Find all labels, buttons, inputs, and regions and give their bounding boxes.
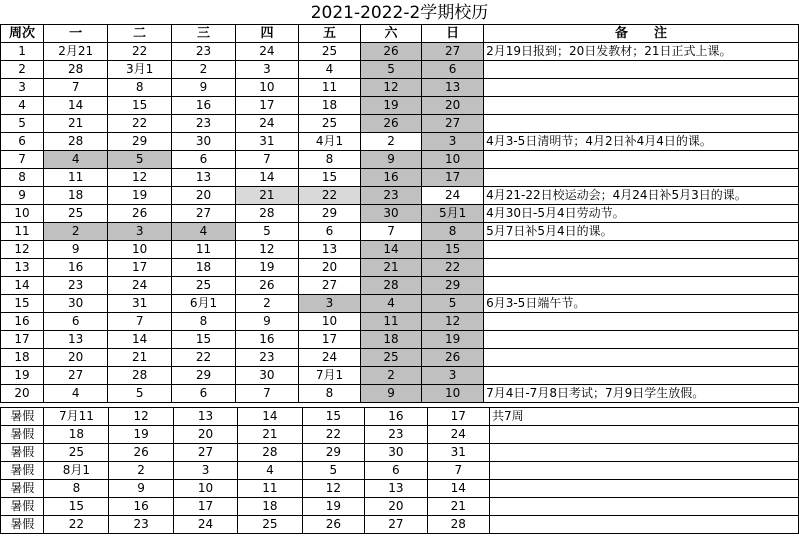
day-cell: 27 (44, 367, 108, 385)
day-cell: 14 (235, 169, 298, 187)
day-cell: 20 (299, 259, 361, 277)
day-cell: 8 (172, 313, 236, 331)
day-cell: 16 (172, 97, 236, 115)
summer-row (1, 498, 799, 516)
header-day: 一 (44, 25, 108, 43)
day-cell: 30 (360, 205, 421, 223)
day-cell: 28 (360, 277, 421, 295)
day-cell: 19 (360, 97, 421, 115)
day-cell: 29 (172, 367, 236, 385)
day-cell: 28 (235, 205, 298, 223)
day-cell: 17 (235, 97, 298, 115)
week-note (484, 151, 799, 169)
day-cell: 27 (172, 205, 236, 223)
week-number: 9 (1, 187, 44, 205)
day-cell: 4 (44, 385, 108, 403)
summer-label: 暑假 (1, 498, 44, 516)
day-cell: 2 (235, 295, 298, 313)
day-cell: 3 (422, 133, 484, 151)
week-note (484, 367, 799, 385)
day-cell: 18 (44, 187, 108, 205)
day-cell: 25 (44, 205, 108, 223)
day-cell: 11 (172, 241, 236, 259)
spacer-row (0, 393, 799, 407)
week-row (1, 349, 799, 367)
day-cell: 11 (360, 313, 421, 331)
summer-label: 暑假 (1, 444, 44, 462)
week-row (1, 205, 799, 223)
day-cell: 18 (172, 259, 236, 277)
day-cell: 8 (422, 223, 484, 241)
day-cell: 8 (108, 79, 172, 97)
week-number: 2 (1, 61, 44, 79)
day-cell: 24 (427, 426, 489, 444)
day-cell: 13 (172, 169, 236, 187)
day-cell: 3 (422, 367, 484, 385)
day-cell: 12 (360, 79, 421, 97)
day-cell: 17 (299, 331, 361, 349)
week-note (484, 277, 799, 295)
day-cell: 11 (299, 79, 361, 97)
day-cell: 28 (44, 61, 108, 79)
week-row (1, 115, 799, 133)
day-cell: 22 (108, 43, 172, 61)
day-cell: 28 (108, 367, 172, 385)
day-cell: 21 (360, 259, 421, 277)
day-cell: 29 (108, 133, 172, 151)
day-cell: 22 (172, 349, 236, 367)
day-cell: 24 (422, 187, 484, 205)
day-cell: 23 (365, 426, 427, 444)
day-cell: 31 (427, 444, 489, 462)
week-row (1, 61, 799, 79)
week-note (484, 169, 799, 187)
day-cell: 9 (109, 480, 173, 498)
header-day: 二 (108, 25, 172, 43)
day-cell: 14 (360, 241, 421, 259)
day-cell: 21 (238, 426, 302, 444)
header-day: 三 (172, 25, 236, 43)
day-cell: 29 (299, 205, 361, 223)
day-cell: 29 (422, 277, 484, 295)
summer-note (490, 516, 799, 534)
day-cell: 20 (365, 498, 427, 516)
day-cell: 20 (422, 97, 484, 115)
week-number: 6 (1, 133, 44, 151)
day-cell: 3 (299, 295, 361, 313)
week-number: 15 (1, 295, 44, 313)
day-cell: 10 (422, 385, 484, 403)
day-cell: 25 (172, 277, 236, 295)
day-cell: 17 (427, 408, 489, 426)
day-cell: 7月11 (44, 408, 109, 426)
day-cell: 26 (422, 349, 484, 367)
day-cell: 18 (44, 426, 109, 444)
week-row (1, 97, 799, 115)
day-cell: 3月1 (108, 61, 172, 79)
day-cell: 23 (235, 349, 298, 367)
week-number: 7 (1, 151, 44, 169)
day-cell: 27 (173, 444, 237, 462)
day-cell: 24 (108, 277, 172, 295)
summer-note (490, 462, 799, 480)
day-cell: 9 (360, 151, 421, 169)
week-row (1, 169, 799, 187)
day-cell: 30 (365, 444, 427, 462)
header-week: 周次 (1, 25, 44, 43)
day-cell: 15 (302, 408, 364, 426)
day-cell: 10 (108, 241, 172, 259)
week-number: 18 (1, 349, 44, 367)
week-number: 1 (1, 43, 44, 61)
day-cell: 23 (360, 187, 421, 205)
week-number: 17 (1, 331, 44, 349)
day-cell: 11 (44, 169, 108, 187)
summer-note (490, 498, 799, 516)
day-cell: 13 (44, 331, 108, 349)
day-cell: 26 (235, 277, 298, 295)
week-number: 4 (1, 97, 44, 115)
day-cell: 22 (422, 259, 484, 277)
day-cell: 20 (173, 426, 237, 444)
day-cell: 23 (172, 115, 236, 133)
day-cell: 7 (108, 313, 172, 331)
week-row (1, 43, 799, 61)
day-cell: 21 (427, 498, 489, 516)
week-note: 7月4日-7月8日考试；7月9日学生放假。 (484, 385, 799, 403)
day-cell: 17 (108, 259, 172, 277)
day-cell: 27 (422, 43, 484, 61)
day-cell: 7 (427, 462, 489, 480)
day-cell: 5 (360, 61, 421, 79)
day-cell: 8 (44, 480, 109, 498)
day-cell: 2 (109, 462, 173, 480)
summer-label: 暑假 (1, 408, 44, 426)
day-cell: 12 (108, 169, 172, 187)
day-cell: 25 (238, 516, 302, 534)
week-row (1, 277, 799, 295)
week-row (1, 367, 799, 385)
calendar-table (0, 24, 799, 403)
week-number: 12 (1, 241, 44, 259)
week-number: 3 (1, 79, 44, 97)
day-cell: 6 (44, 313, 108, 331)
header-day: 日 (422, 25, 484, 43)
day-cell: 10 (235, 79, 298, 97)
day-cell: 16 (44, 259, 108, 277)
day-cell: 10 (299, 313, 361, 331)
week-row (1, 259, 799, 277)
day-cell: 14 (108, 331, 172, 349)
week-note (484, 331, 799, 349)
day-cell: 12 (302, 480, 364, 498)
day-cell: 24 (235, 43, 298, 61)
day-cell: 15 (44, 498, 109, 516)
day-cell: 3 (235, 61, 298, 79)
day-cell: 17 (173, 498, 237, 516)
summer-label: 暑假 (1, 462, 44, 480)
day-cell: 28 (238, 444, 302, 462)
summer-row (1, 516, 799, 534)
week-note (484, 97, 799, 115)
week-note (484, 241, 799, 259)
day-cell: 26 (108, 205, 172, 223)
day-cell: 15 (299, 169, 361, 187)
day-cell: 22 (302, 426, 364, 444)
summer-row (1, 462, 799, 480)
day-cell: 15 (422, 241, 484, 259)
day-cell: 24 (235, 115, 298, 133)
day-cell: 23 (109, 516, 173, 534)
day-cell: 4 (238, 462, 302, 480)
day-cell: 8月1 (44, 462, 109, 480)
day-cell: 13 (422, 79, 484, 97)
week-note (484, 79, 799, 97)
week-note: 2月19日报到；20日发教材；21日正式上课。 (484, 43, 799, 61)
week-number: 16 (1, 313, 44, 331)
day-cell: 11 (238, 480, 302, 498)
day-cell: 30 (44, 295, 108, 313)
day-cell: 10 (173, 480, 237, 498)
summer-note: 共7周 (490, 408, 799, 426)
day-cell: 16 (235, 331, 298, 349)
day-cell: 19 (109, 426, 173, 444)
week-note: 5月7日补5月4日的课。 (484, 223, 799, 241)
summer-table (0, 407, 799, 534)
summer-label: 暑假 (1, 480, 44, 498)
week-note (484, 259, 799, 277)
day-cell: 24 (173, 516, 237, 534)
day-cell: 25 (44, 444, 109, 462)
day-cell: 27 (299, 277, 361, 295)
week-number: 14 (1, 277, 44, 295)
day-cell: 7 (360, 223, 421, 241)
week-number: 10 (1, 205, 44, 223)
week-row (1, 187, 799, 205)
day-cell: 6 (172, 151, 236, 169)
day-cell: 10 (422, 151, 484, 169)
day-cell: 5 (108, 151, 172, 169)
day-cell: 31 (108, 295, 172, 313)
day-cell: 5 (302, 462, 364, 480)
week-row (1, 331, 799, 349)
day-cell: 4 (172, 223, 236, 241)
summer-row (1, 408, 799, 426)
day-cell: 5 (422, 295, 484, 313)
summer-row (1, 444, 799, 462)
day-cell: 28 (427, 516, 489, 534)
day-cell: 4月1 (299, 133, 361, 151)
week-number: 13 (1, 259, 44, 277)
day-cell: 25 (299, 115, 361, 133)
day-cell: 23 (172, 43, 236, 61)
day-cell: 13 (173, 408, 237, 426)
day-cell: 22 (299, 187, 361, 205)
day-cell: 23 (44, 277, 108, 295)
header-day: 五 (299, 25, 361, 43)
day-cell: 14 (238, 408, 302, 426)
week-row (1, 223, 799, 241)
day-cell: 7 (235, 385, 298, 403)
summer-note (490, 444, 799, 462)
day-cell: 21 (44, 115, 108, 133)
day-cell: 16 (109, 498, 173, 516)
summer-row (1, 426, 799, 444)
day-cell: 31 (235, 133, 298, 151)
day-cell: 16 (365, 408, 427, 426)
day-cell: 4 (299, 61, 361, 79)
day-cell: 14 (427, 480, 489, 498)
day-cell: 9 (172, 79, 236, 97)
week-note (484, 61, 799, 79)
day-cell: 7月1 (299, 367, 361, 385)
day-cell: 26 (109, 444, 173, 462)
day-cell: 22 (44, 516, 109, 534)
day-cell: 14 (44, 97, 108, 115)
week-note: 4月3-5日清明节；4月2日补4月4日的课。 (484, 133, 799, 151)
summer-label: 暑假 (1, 426, 44, 444)
day-cell: 25 (360, 349, 421, 367)
day-cell: 25 (299, 43, 361, 61)
day-cell: 15 (172, 331, 236, 349)
week-row (1, 313, 799, 331)
day-cell: 13 (365, 480, 427, 498)
day-cell: 6 (172, 385, 236, 403)
day-cell: 19 (235, 259, 298, 277)
header-day: 四 (235, 25, 298, 43)
day-cell: 17 (422, 169, 484, 187)
header-row (1, 25, 799, 43)
day-cell: 5 (108, 385, 172, 403)
day-cell: 12 (235, 241, 298, 259)
day-cell: 12 (109, 408, 173, 426)
day-cell: 22 (108, 115, 172, 133)
day-cell: 5月1 (422, 205, 484, 223)
day-cell: 27 (365, 516, 427, 534)
week-row (1, 133, 799, 151)
summer-note (490, 480, 799, 498)
week-number: 11 (1, 223, 44, 241)
day-cell: 20 (44, 349, 108, 367)
week-number: 5 (1, 115, 44, 133)
day-cell: 28 (44, 133, 108, 151)
day-cell: 2 (360, 133, 421, 151)
summer-row (1, 480, 799, 498)
day-cell: 2 (172, 61, 236, 79)
week-note (484, 349, 799, 367)
week-note (484, 313, 799, 331)
day-cell: 6月1 (172, 295, 236, 313)
day-cell: 29 (302, 444, 364, 462)
day-cell: 18 (238, 498, 302, 516)
day-cell: 8 (299, 385, 361, 403)
week-row (1, 295, 799, 313)
header-day: 六 (360, 25, 421, 43)
day-cell: 26 (360, 115, 421, 133)
day-cell: 6 (365, 462, 427, 480)
day-cell: 2 (360, 367, 421, 385)
summer-label: 暑假 (1, 516, 44, 534)
day-cell: 7 (235, 151, 298, 169)
week-number: 19 (1, 367, 44, 385)
day-cell: 7 (44, 79, 108, 97)
day-cell: 18 (299, 97, 361, 115)
week-note: 4月30日-5月4日劳动节。 (484, 205, 799, 223)
week-number: 8 (1, 169, 44, 187)
week-note (484, 115, 799, 133)
day-cell: 6 (422, 61, 484, 79)
day-cell: 9 (44, 241, 108, 259)
day-cell: 2 (44, 223, 108, 241)
day-cell: 21 (235, 187, 298, 205)
day-cell: 3 (108, 223, 172, 241)
day-cell: 9 (360, 385, 421, 403)
day-cell: 19 (302, 498, 364, 516)
day-cell: 30 (235, 367, 298, 385)
day-cell: 15 (108, 97, 172, 115)
day-cell: 12 (422, 313, 484, 331)
day-cell: 30 (172, 133, 236, 151)
day-cell: 5 (235, 223, 298, 241)
day-cell: 6 (299, 223, 361, 241)
day-cell: 19 (422, 331, 484, 349)
week-row (1, 151, 799, 169)
day-cell: 18 (360, 331, 421, 349)
week-note: 4月21-22日校运动会；4月24日补5月3日的课。 (484, 187, 799, 205)
week-number: 20 (1, 385, 44, 403)
day-cell: 26 (302, 516, 364, 534)
day-cell: 24 (299, 349, 361, 367)
page-title: 2021-2022-2学期校历 (310, 3, 489, 23)
day-cell: 4 (360, 295, 421, 313)
day-cell: 26 (360, 43, 421, 61)
day-cell: 21 (108, 349, 172, 367)
week-row (1, 241, 799, 259)
day-cell: 13 (299, 241, 361, 259)
week-row (1, 79, 799, 97)
summer-note (490, 426, 799, 444)
header-notes: 备 注 (484, 25, 799, 43)
week-note: 6月3-5日端午节。 (484, 295, 799, 313)
day-cell: 2月21 (44, 43, 108, 61)
day-cell: 19 (108, 187, 172, 205)
day-cell: 8 (299, 151, 361, 169)
day-cell: 9 (235, 313, 298, 331)
day-cell: 16 (360, 169, 421, 187)
day-cell: 20 (172, 187, 236, 205)
day-cell: 27 (422, 115, 484, 133)
day-cell: 3 (173, 462, 237, 480)
day-cell: 4 (44, 151, 108, 169)
